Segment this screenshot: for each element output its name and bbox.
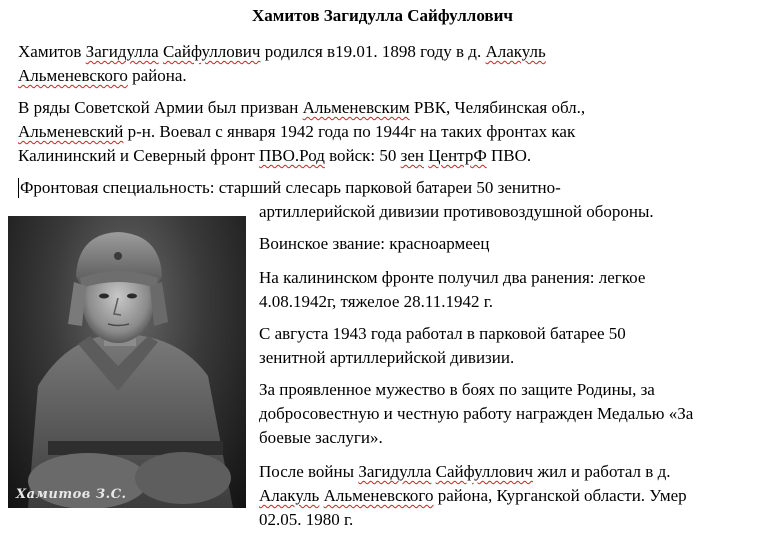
- service-paragraph: [18, 96, 758, 168]
- wounds-line-1: На калининском фронте получил два ранения: легкое: [259, 268, 646, 287]
- specialty-line-2: артиллерийской дивизии противовоздушной обороны.: [259, 202, 654, 221]
- birth-line-1: [18, 40, 758, 64]
- work-line-1: С августа 1943 года работал в парковой батарее 50: [259, 324, 626, 343]
- award-paragraph: [259, 378, 759, 450]
- spellcheck-word: ЦентрФ: [428, 146, 487, 165]
- text-span: родился в19.01. 1898 году в д.: [260, 42, 486, 61]
- spellcheck-word: Альменевским: [302, 98, 410, 117]
- portrait-photo: [8, 216, 246, 508]
- work-line-2: зенитной артиллерийской дивизии.: [259, 348, 515, 367]
- spellcheck-word: Загидулла: [358, 462, 432, 481]
- page-title: Хамитов Загидулла Сайфуллович: [252, 6, 513, 25]
- text-span: войск: 50: [324, 146, 401, 165]
- specialty-line-1: Фронтовая специальность: старший слесарь парковой батареи 50 зенитно-: [20, 178, 561, 197]
- text-span: р-н. Воевал с января 1942 года по 1944г на таких фронтах как: [123, 122, 576, 141]
- postwar-line-3: 02.05. 1980 г.: [259, 510, 354, 529]
- birth-line-2: [18, 64, 758, 88]
- work-paragraph: [259, 322, 759, 370]
- rank-line: Воинское звание: красноармеец: [259, 234, 490, 253]
- spellcheck-word: Сайфуллович: [435, 462, 534, 481]
- award-line-3: боевые заслуги».: [259, 428, 383, 447]
- text-span: В ряды Советской Армии был призван: [18, 98, 303, 117]
- spellcheck-word: Альменевский: [18, 122, 124, 141]
- text-span: района, Курганской области. Умер: [433, 486, 687, 505]
- text-span: После войны: [259, 462, 359, 481]
- text-span: Хамитов: [18, 42, 86, 61]
- spellcheck-word: Альменевского: [18, 66, 128, 85]
- spellcheck-word: Сайфуллович: [162, 42, 261, 61]
- wounds-line-2: 4.08.1942г, тяжелое 28.11.1942 г.: [259, 292, 494, 311]
- spellcheck-word: ПВО.Род: [259, 146, 325, 165]
- text-cursor: [18, 178, 19, 198]
- service-line-3: [18, 144, 758, 168]
- wounds-paragraph: [259, 266, 759, 314]
- spellcheck-word: Алакуль: [259, 486, 320, 505]
- text-span: ПВО.: [486, 146, 532, 165]
- portrait-illustration: [8, 216, 246, 508]
- award-line-2: добросовестную и честную работу награжден Медалью «За: [259, 404, 694, 423]
- service-line-2: [18, 120, 758, 144]
- service-line-1: [18, 96, 758, 120]
- award-line-1: За проявленное мужество в боях по защите Родины, за: [259, 380, 655, 399]
- photo-caption: Хамитов З.С.: [16, 487, 127, 502]
- text-span: жил и работал в д.: [533, 462, 671, 481]
- postwar-line-1: [259, 460, 759, 484]
- spellcheck-word: Альменевского: [323, 486, 434, 505]
- text-span: Калининский и Северный фронт: [18, 146, 260, 165]
- text-span: района.: [127, 66, 187, 85]
- birth-paragraph: [18, 40, 758, 88]
- postwar-paragraph: [259, 460, 759, 532]
- spellcheck-word: Алакуль: [485, 42, 546, 61]
- spellcheck-word: Загидулла: [85, 42, 159, 61]
- spellcheck-word: зен: [400, 146, 425, 165]
- text-span: РВК, Челябинская обл.,: [409, 98, 586, 117]
- postwar-line-2: [259, 484, 759, 508]
